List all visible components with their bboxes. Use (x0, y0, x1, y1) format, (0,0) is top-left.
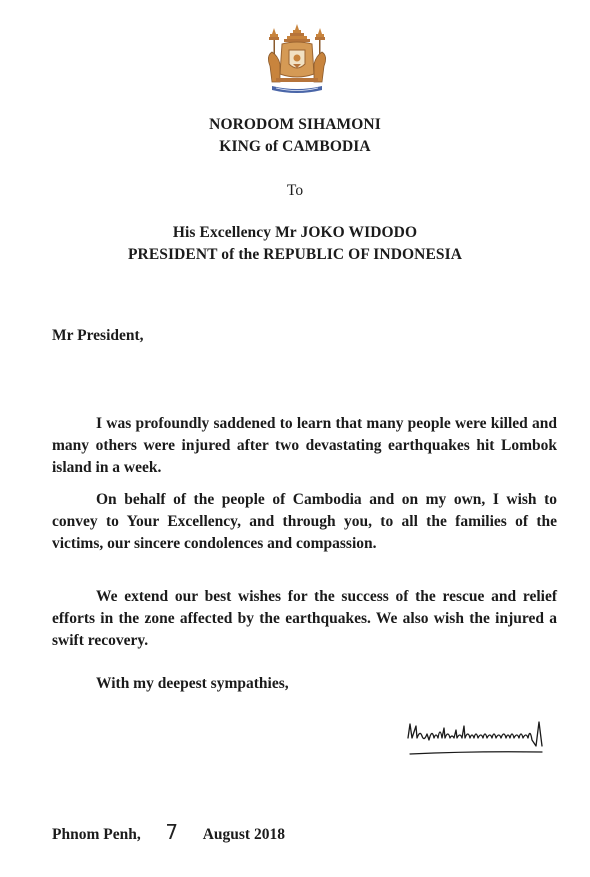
dateline (52, 820, 285, 844)
body-paragraph-1: I was profoundly saddened to learn that many people were killed and many others were injured after two devastating earthquakes hit Lombok island in a week. (52, 415, 557, 476)
recipient-name: His Excellency Mr JOKO WIDODO (172, 224, 418, 241)
salutation: Mr President, (52, 327, 144, 344)
place-of-writing: Phnom Penh, (52, 826, 141, 843)
closing-line: With my deepest sympathies, (96, 675, 289, 692)
month-year: August 2018 (202, 826, 285, 843)
body-paragraph-3: We extend our best wishes for the success of the rescue and relief efforts in the zone affected by the earthquakes. We also wish the injured a swift recovery. (52, 588, 557, 649)
sender-block (0, 114, 590, 158)
sender-name: NORODOM SIHAMONI (209, 116, 381, 133)
royal-coat-of-arms-cambodia-icon (262, 22, 332, 98)
to-label: To (286, 182, 304, 199)
recipient-block (0, 222, 590, 266)
handwritten-signature-icon (404, 716, 564, 766)
body-paragraph-2: On behalf of the people of Cambodia and on my own, I wish to convey to Your Excellency, and through you, to all the families of the victims, our sincere condolences and compassion. (52, 491, 557, 552)
handwritten-day: 7 (165, 820, 179, 844)
sender-title: KING of CAMBODIA (219, 138, 371, 155)
recipient-title: PRESIDENT of the REPUBLIC OF INDONESIA (127, 246, 463, 263)
